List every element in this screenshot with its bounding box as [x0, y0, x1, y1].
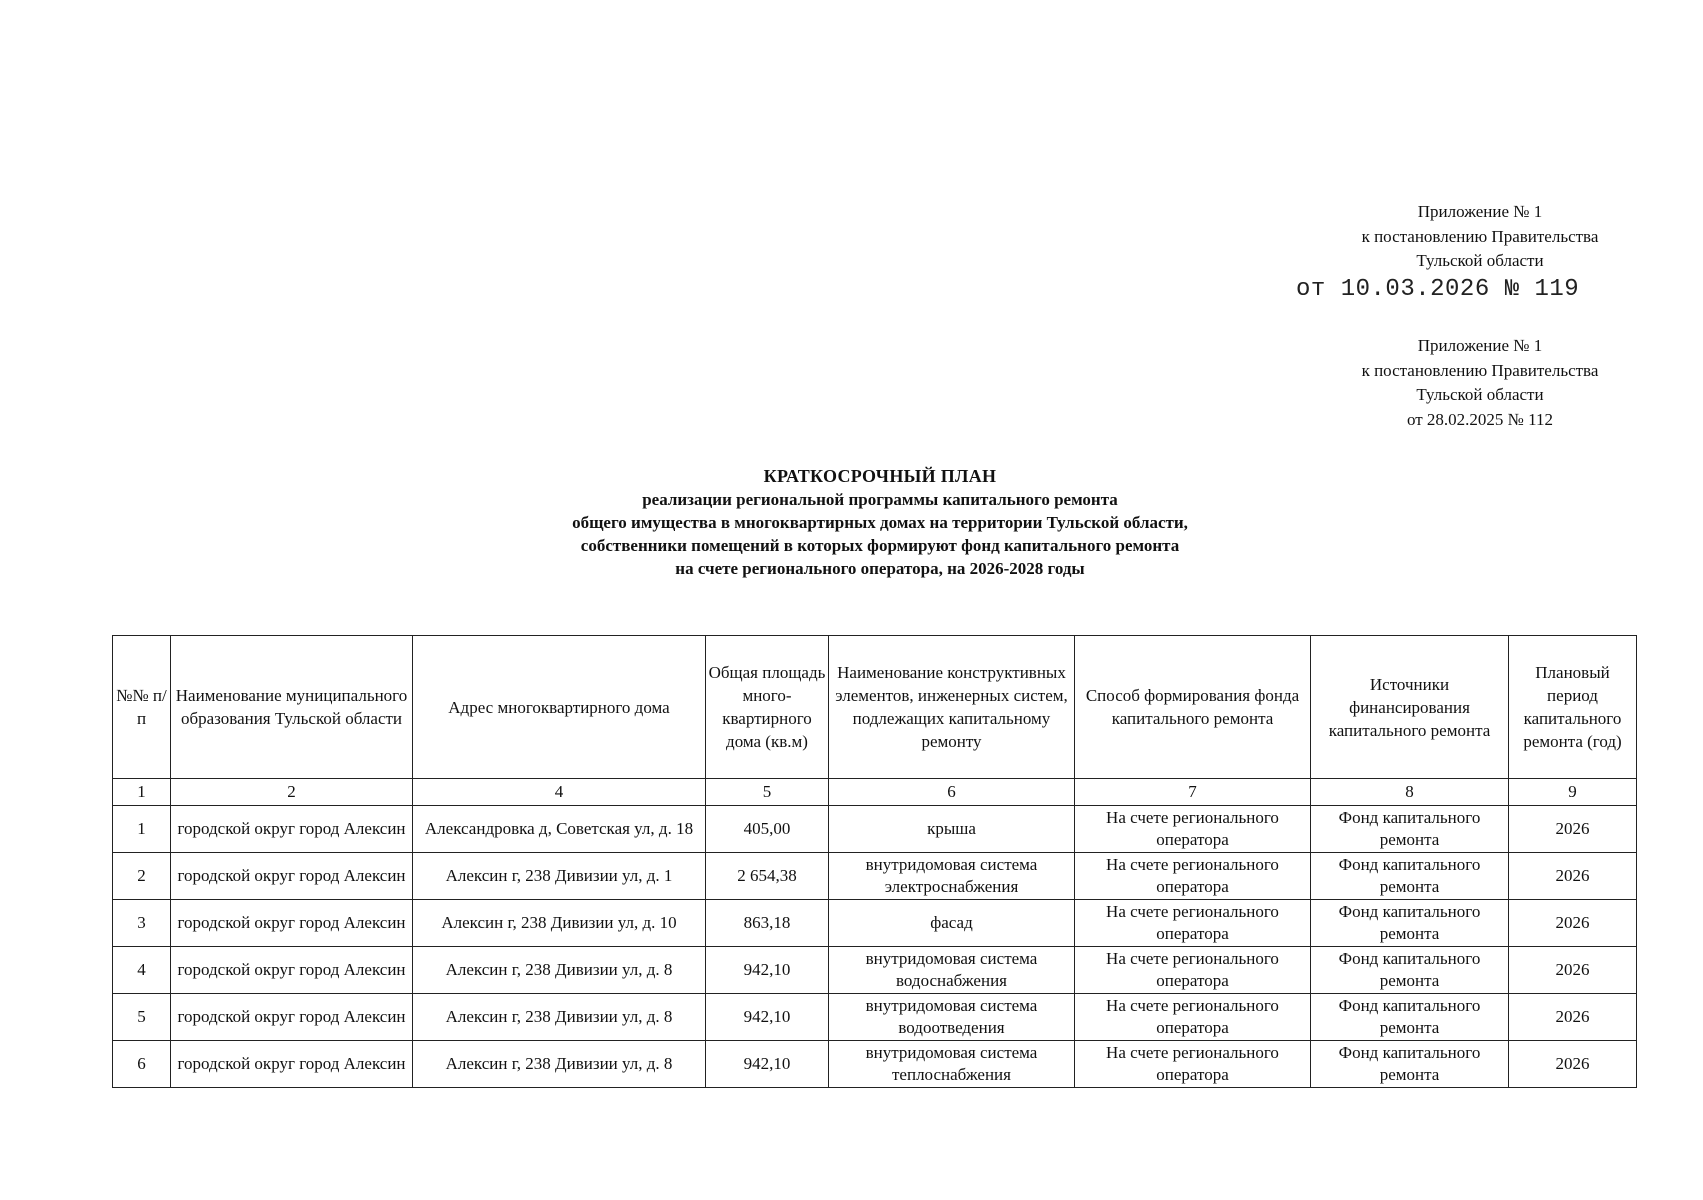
funding-source-cell: Фонд капитального ремонта	[1311, 900, 1509, 947]
column-number: 9	[1509, 779, 1637, 806]
municipality-cell: городской округ город Алексин	[171, 994, 413, 1041]
annex-line: Тульской области	[1416, 251, 1544, 270]
column-header: Адрес многоквартирного дома	[413, 636, 706, 779]
plan-table	[112, 635, 1637, 1088]
planned-year-cell: 2026	[1509, 1041, 1637, 1088]
municipality-cell: городской округ город Алексин	[171, 947, 413, 994]
title-line: общего имущества в многоквартирных домах на территории Тульской области,	[572, 513, 1188, 532]
element-cell: внутридомовая система водоснабжения	[829, 947, 1075, 994]
area-cell: 942,10	[706, 994, 829, 1041]
title-main: КРАТКОСРОЧНЫЙ ПЛАН	[763, 466, 997, 486]
annex-line: Тульской области	[1416, 385, 1544, 404]
element-cell: крыша	[829, 806, 1075, 853]
annex-header-new	[1300, 200, 1660, 274]
row-number-cell: 2	[113, 853, 171, 900]
row-number-cell: 3	[113, 900, 171, 947]
fund-method-cell: На счете регионального оператора	[1075, 806, 1311, 853]
column-header: №№ п/п	[113, 636, 171, 779]
date-number-stamp: от 10.03.2026 № 119	[1296, 276, 1580, 303]
row-number-cell: 4	[113, 947, 171, 994]
column-number: 7	[1075, 779, 1311, 806]
annex-header-old	[1300, 334, 1660, 432]
area-cell: 942,10	[706, 947, 829, 994]
fund-method-cell: На счете регионального оператора	[1075, 1041, 1311, 1088]
municipality-cell: городской округ город Алексин	[171, 1041, 413, 1088]
column-number-row	[113, 779, 1637, 806]
annex-line: к постановлению Правительства	[1361, 226, 1599, 246]
funding-source-cell: Фонд капитального ремонта	[1311, 994, 1509, 1041]
title-line: на счете регионального оператора, на 2026-2028 годы	[675, 559, 1085, 578]
table-row	[113, 853, 1637, 900]
column-number: 8	[1311, 779, 1509, 806]
planned-year-cell: 2026	[1509, 994, 1637, 1041]
column-number: 6	[829, 779, 1075, 806]
annex-line: от 28.02.2025 № 112	[1406, 409, 1554, 429]
table-row	[113, 994, 1637, 1041]
planned-year-cell: 2026	[1509, 853, 1637, 900]
funding-source-cell: Фонд капитального ремонта	[1311, 1041, 1509, 1088]
funding-source-cell: Фонд капитального ремонта	[1311, 947, 1509, 994]
planned-year-cell: 2026	[1509, 806, 1637, 853]
title-line: реализации региональной программы капитального ремонта	[642, 490, 1118, 509]
title-line: собственники помещений в которых формируют фонд капитального ремонта	[580, 536, 1180, 555]
table-row	[113, 1041, 1637, 1088]
address-cell: Александровка д, Советская ул, д. 18	[413, 806, 706, 853]
planned-year-cell: 2026	[1509, 947, 1637, 994]
municipality-cell: городской округ город Алексин	[171, 806, 413, 853]
annex-line: Приложение № 1	[1417, 336, 1543, 355]
element-cell: внутридомовая система водоотведения	[829, 994, 1075, 1041]
fund-method-cell: На счете регионального оператора	[1075, 900, 1311, 947]
annex-line: к постановлению Правительства	[1361, 360, 1599, 380]
address-cell: Алексин г, 238 Дивизии ул, д. 1	[413, 853, 706, 900]
column-header: Способ формирования фонда капитального ремонта	[1075, 636, 1311, 779]
column-header: Источники финансирования капитального ремонта	[1311, 636, 1509, 779]
area-cell: 405,00	[706, 806, 829, 853]
address-cell: Алексин г, 238 Дивизии ул, д. 10	[413, 900, 706, 947]
column-number: 2	[171, 779, 413, 806]
funding-source-cell: Фонд капитального ремонта	[1311, 806, 1509, 853]
table-row	[113, 947, 1637, 994]
element-cell: внутридомовая система электроснабжения	[829, 853, 1075, 900]
area-cell: 2 654,38	[706, 853, 829, 900]
fund-method-cell: На счете регионального оператора	[1075, 853, 1311, 900]
address-cell: Алексин г, 238 Дивизии ул, д. 8	[413, 947, 706, 994]
column-header: Наименование конструктивных элементов, инженерных систем, подлежащих капитальному ремонту	[829, 636, 1075, 779]
column-header: Плановый период капитального ремонта (год)	[1509, 636, 1637, 779]
element-cell: внутридомовая система теплоснабжения	[829, 1041, 1075, 1088]
municipality-cell: городской округ город Алексин	[171, 853, 413, 900]
table-row	[113, 806, 1637, 853]
fund-method-cell: На счете регионального оператора	[1075, 947, 1311, 994]
row-number-cell: 1	[113, 806, 171, 853]
element-cell: фасад	[829, 900, 1075, 947]
column-header: Наименование муниципального образования Тульской области	[171, 636, 413, 779]
annex-line: Приложение № 1	[1417, 202, 1543, 221]
table-header-row	[113, 636, 1637, 779]
area-cell: 863,18	[706, 900, 829, 947]
table-row	[113, 900, 1637, 947]
column-header: Общая площадь много-квартирного дома (кв.м)	[706, 636, 829, 779]
column-number: 5	[706, 779, 829, 806]
municipality-cell: городской округ город Алексин	[171, 900, 413, 947]
column-number: 4	[413, 779, 706, 806]
row-number-cell: 6	[113, 1041, 171, 1088]
area-cell: 942,10	[706, 1041, 829, 1088]
address-cell: Алексин г, 238 Дивизии ул, д. 8	[413, 994, 706, 1041]
document-title	[400, 465, 1360, 580]
planned-year-cell: 2026	[1509, 900, 1637, 947]
funding-source-cell: Фонд капитального ремонта	[1311, 853, 1509, 900]
fund-method-cell: На счете регионального оператора	[1075, 994, 1311, 1041]
row-number-cell: 5	[113, 994, 171, 1041]
column-number: 1	[113, 779, 171, 806]
address-cell: Алексин г, 238 Дивизии ул, д. 8	[413, 1041, 706, 1088]
